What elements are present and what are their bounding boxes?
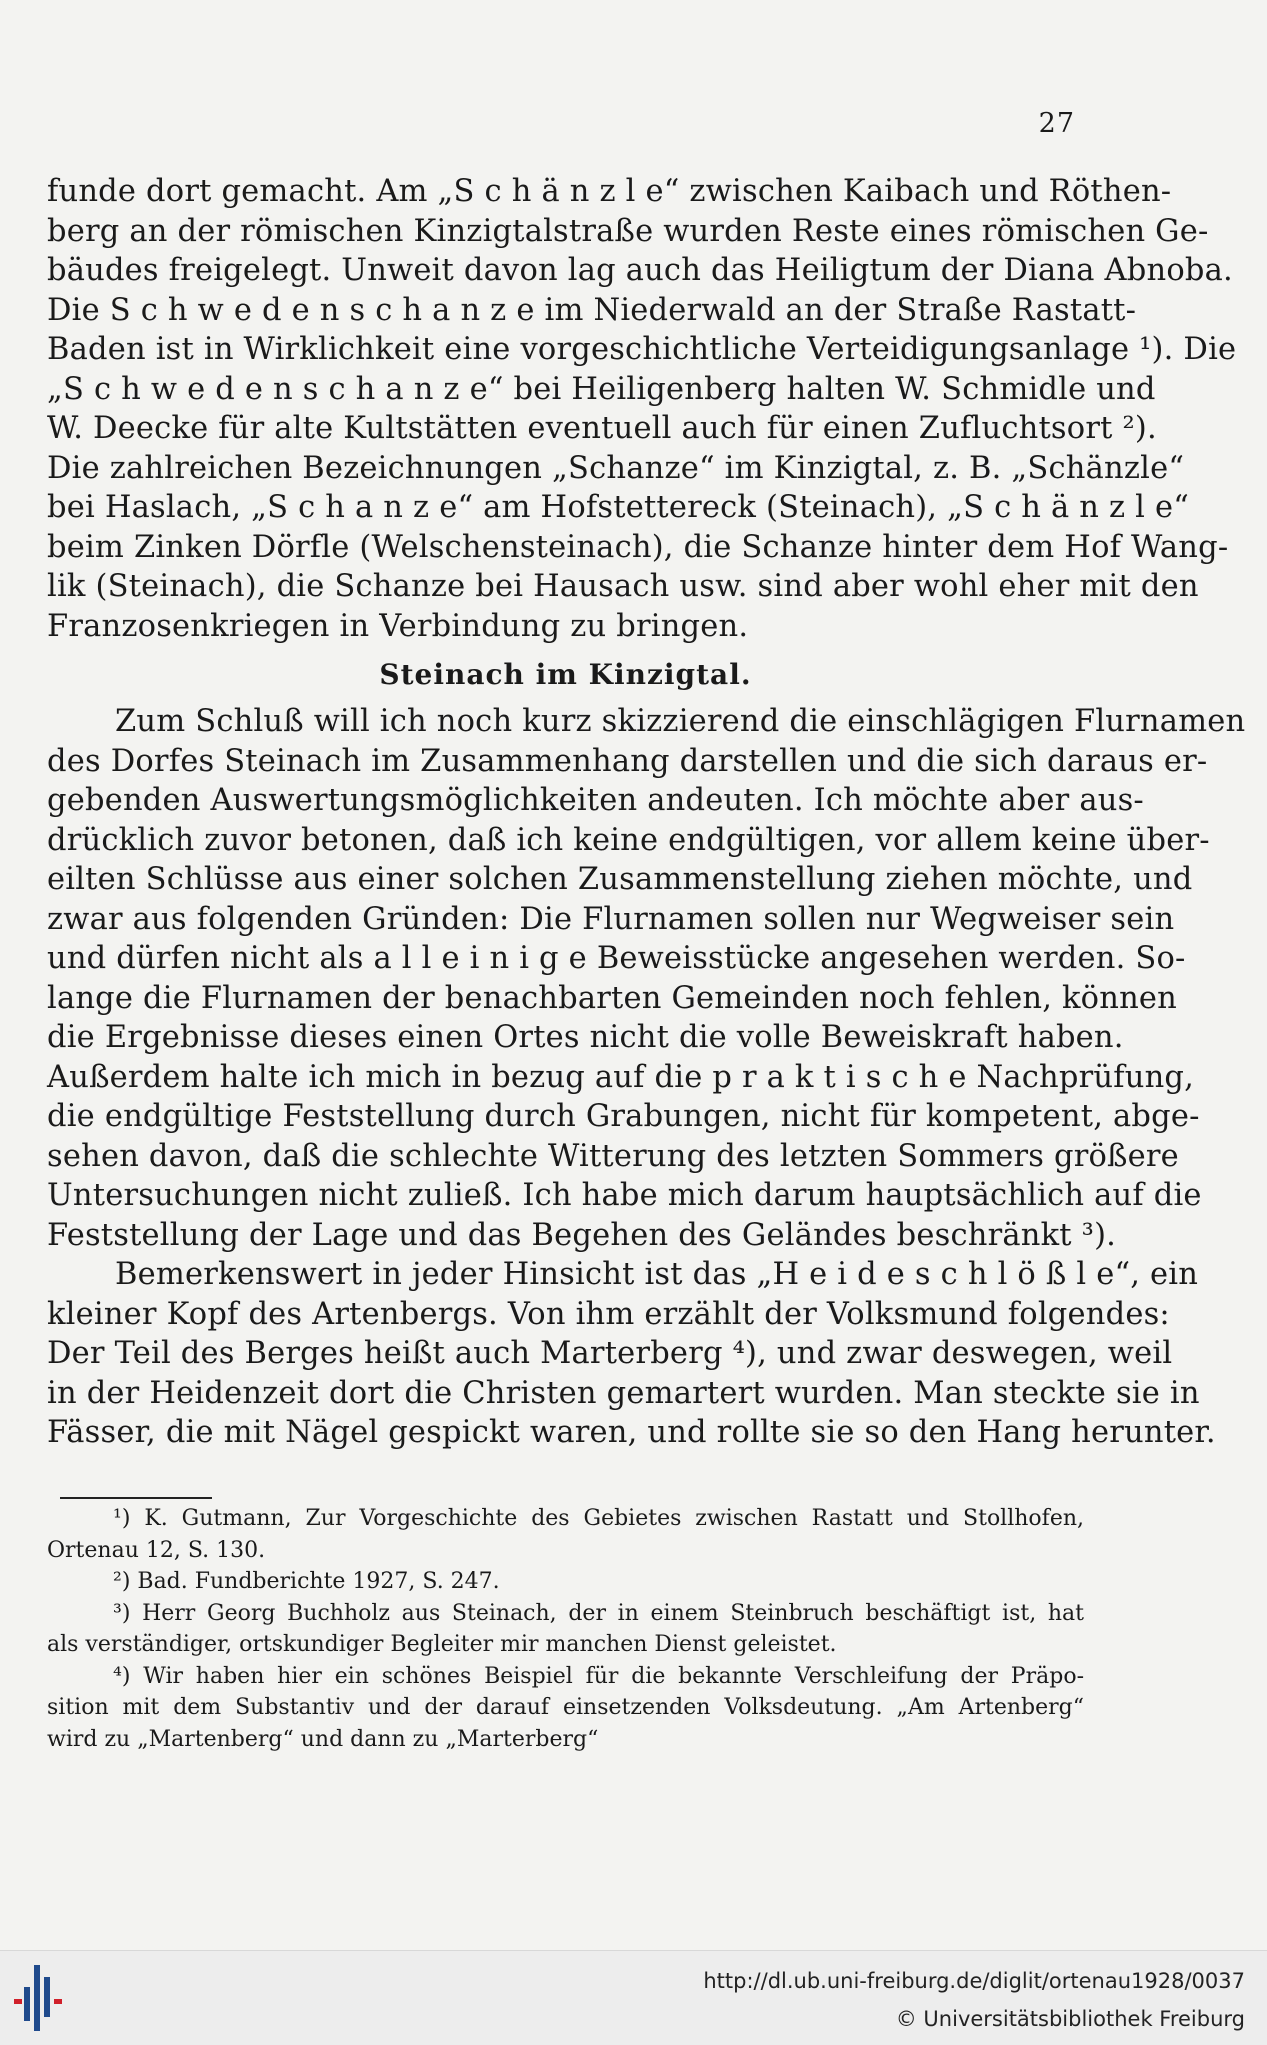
text-line: drücklich zuvor betonen, daß ich keine endgültigen, vor allem keine über-	[47, 822, 1210, 858]
footnote-line: ³) Herr Georg Buchholz aus Steinach, der in einem Steinbruch beschäftigt ist, hat	[113, 1600, 1084, 1626]
text-line: kleiner Kopf des Artenbergs. Von ihm erzählt der Volksmund folgendes:	[47, 1296, 1170, 1332]
text-line: beim Zinken Dörfle (Welschensteinach), die Schanze hinter dem Hof Wang-	[47, 529, 1229, 565]
copyright-text: © Universitätsbibliothek Freiburg	[895, 2007, 1245, 2031]
body-text	[47, 172, 1246, 1453]
text-line: bei Haslach, „S c h a n z e“ am Hofstettereck (Steinach), „S c h ä n z l e“	[47, 490, 1190, 525]
footnote-line: wird zu „Martenberg“ und dann zu „Marterberg“	[47, 1726, 599, 1752]
text-line: Die S c h w e d e n s c h a n z e im Niederwald an der Straße Rastatt-	[47, 292, 1137, 328]
footer-bar	[0, 1950, 1267, 2045]
footnotes	[47, 1503, 1084, 1755]
text-line: eilten Schlüsse aus einer solchen Zusammenstellung ziehen möchte, und	[47, 862, 1193, 897]
footnote-line: als verständiger, ortskundiger Begleiter mir manchen Dienst geleistet.	[47, 1632, 837, 1657]
text-line: Fässer, die mit Nägel gespickt waren, und rollte sie so den Hang herunter.	[47, 1415, 1216, 1450]
text-line: Untersuchungen nicht zuließ. Ich habe mich darum hauptsächlich auf die	[47, 1178, 1202, 1213]
text-line: Der Teil des Berges heißt auch Marterberg ⁴), und zwar deswegen, weil	[47, 1336, 1173, 1371]
text-line: W. Deecke für alte Kultstätten eventuell auch für einen Zufluchtsort ²).	[47, 411, 1157, 446]
text-line: die endgültige Feststellung durch Grabungen, nicht für kompetent, abge-	[47, 1099, 1200, 1134]
paragraph-1	[47, 172, 1237, 646]
text-line: gebenden Auswertungsmöglichkeiten andeuten. Ich möchte aber aus-	[47, 783, 1144, 818]
text-line: Zum Schluß will ich noch kurz skizzierend die einschlägigen Flurnamen	[115, 704, 1246, 739]
paragraph-3	[47, 1255, 1216, 1453]
text-line: bäudes freigelegt. Unweit davon lag auch das Heiligtum der Diana Abnoba.	[47, 253, 1233, 288]
text-line: sehen davon, daß die schlechte Witterung des letzten Sommers größere	[47, 1138, 1179, 1174]
ub-freiburg-logo-icon	[14, 1965, 62, 2031]
text-line: Die zahlreichen Bezeichnungen „Schanze“ im Kinzigtal, z. B. „Schänzle“	[47, 450, 1185, 486]
text-line: in der Heidenzeit dort die Christen gemartert wurden. Man steckte sie in	[47, 1375, 1200, 1411]
text-line: zwar aus folgenden Gründen: Die Flurnamen sollen nur Wegweiser sein	[47, 901, 1175, 937]
paragraph-2	[47, 702, 1246, 1255]
footnote-line: ¹) K. Gutmann, Zur Vorgeschichte des Gebietes zwischen Rastatt und Stollhofen,	[113, 1506, 1084, 1531]
footnote-line: ⁴) Wir haben hier ein schönes Beispiel für die bekannte Verschleifung der Präpo-	[113, 1663, 1084, 1689]
text-line: funde dort gemacht. Am „S c h ä n z l e“ zwischen Kaibach und Röthen-	[47, 174, 1172, 209]
footnote-divider	[60, 1497, 212, 1499]
page-number: 27	[1038, 108, 1075, 139]
text-line: Bemerkenswert in jeder Hinsicht ist das „H e i d e s c h l ö ß l e“, ein	[115, 1257, 1199, 1292]
footnote-line: ²) Bad. Fundberichte 1927, S. 247.	[113, 1569, 500, 1594]
permalink-link[interactable]: http://dl.ub.uni-freiburg.de/diglit/ortenau1928/0037	[703, 1969, 1245, 1993]
text-line: „S c h w e d e n s c h a n z e“ bei Heiligenberg halten W. Schmidle und	[47, 371, 1156, 407]
text-line: berg an der römischen Kinzigtalstraße wurden Reste eines römischen Ge-	[47, 213, 1209, 249]
text-line: lange die Flurnamen der benachbarten Gemeinden noch fehlen, können	[47, 980, 1178, 1016]
text-line: lik (Steinach), die Schanze bei Hausach usw. sind aber wohl eher mit den	[47, 569, 1199, 604]
footnote-line: Ortenau 12, S. 130.	[47, 1537, 266, 1563]
text-line: des Dorfes Steinach im Zusammenhang darstellen und die sich daraus er-	[47, 743, 1208, 779]
footnote-line: sition mit dem Substantiv und der darauf einsetzenden Volksdeutung. „Am Artenberg“	[47, 1695, 1084, 1720]
text-line: Außerdem halte ich mich in bezug auf die p r a k t i s c h e Nachprüfung,	[47, 1059, 1195, 1095]
section-heading: Steinach im Kinzigtal.	[379, 658, 752, 691]
text-line: Franzosenkriegen in Verbindung zu bringen.	[47, 608, 749, 644]
text-line: Feststellung der Lage und das Begehen des Geländes beschränkt ³).	[47, 1217, 1117, 1253]
text-line: und dürfen nicht als a l l e i n i g e Beweisstücke angesehen werden. So-	[47, 941, 1186, 976]
text-line: Baden ist in Wirklichkeit eine vorgeschichtliche Verteidigungsanlage ¹). Die	[47, 332, 1237, 367]
text-line: die Ergebnisse dieses einen Ortes nicht die volle Beweiskraft haben.	[47, 1020, 1124, 1055]
